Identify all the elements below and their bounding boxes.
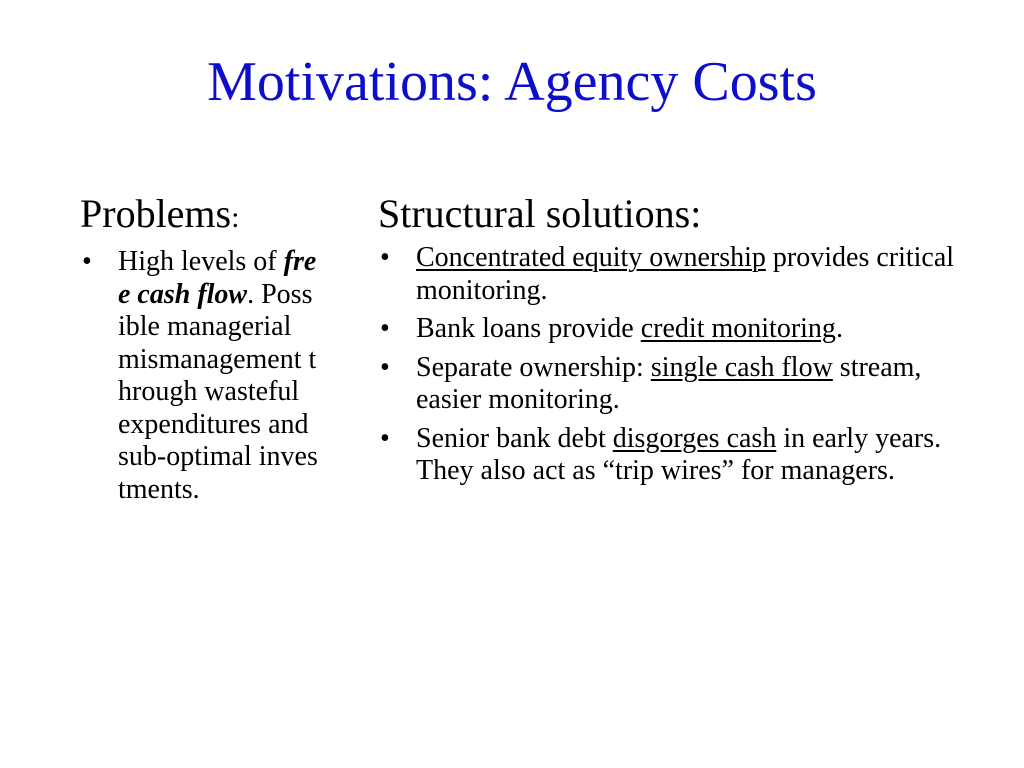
bullet-icon: •	[82, 246, 92, 277]
solutions-item-text-after: provides critical monitoring.	[416, 242, 955, 306]
solutions-item-text-before: Senior bank debt	[416, 422, 613, 454]
solutions-item-text-before: Bank loans provide	[416, 313, 641, 344]
problems-item-text-after: . Possible managerial mismanagement through wasteful expenditures and sub-optimal investments.	[118, 278, 318, 505]
solutions-item	[378, 352, 958, 417]
bullet-icon: •	[380, 351, 390, 383]
free-cash-flow-emphasis: free cash flow	[118, 246, 317, 310]
problems-heading-text: Problems	[80, 191, 232, 236]
solutions-item	[378, 313, 958, 346]
bullet-icon: •	[380, 422, 390, 454]
solutions-item-text-before: Separate ownership:	[416, 351, 651, 383]
concentrated-equity-ownership-link[interactable]: Concentrated equity ownership	[416, 242, 766, 273]
bullet-icon: •	[380, 242, 390, 273]
problems-column	[80, 190, 330, 512]
disgorges-cash-link[interactable]: disgorges cash	[612, 422, 777, 454]
bullet-icon: •	[380, 313, 390, 344]
solutions-item	[378, 423, 958, 488]
slide-title: Motivations: Agency Costs	[207, 51, 817, 113]
solutions-heading: Structural solutions:	[378, 191, 702, 236]
problems-item-text-before: High levels of	[118, 246, 284, 277]
solutions-list	[378, 242, 958, 488]
problems-heading	[80, 190, 330, 242]
problems-item	[80, 246, 318, 506]
solutions-column	[378, 190, 958, 494]
solutions-item	[378, 242, 958, 307]
solutions-item-text-after: in early years. They also act as “trip wires” for managers.	[416, 422, 942, 486]
credit-monitoring-link[interactable]: credit monitoring	[640, 313, 836, 344]
single-cash-flow-link[interactable]: single cash flow	[650, 351, 833, 383]
solutions-item-text-after: .	[835, 313, 843, 344]
solutions-item-text-after: stream, easier monitoring.	[416, 351, 922, 415]
problems-heading-colon: :	[231, 201, 240, 234]
problems-list	[80, 246, 330, 506]
